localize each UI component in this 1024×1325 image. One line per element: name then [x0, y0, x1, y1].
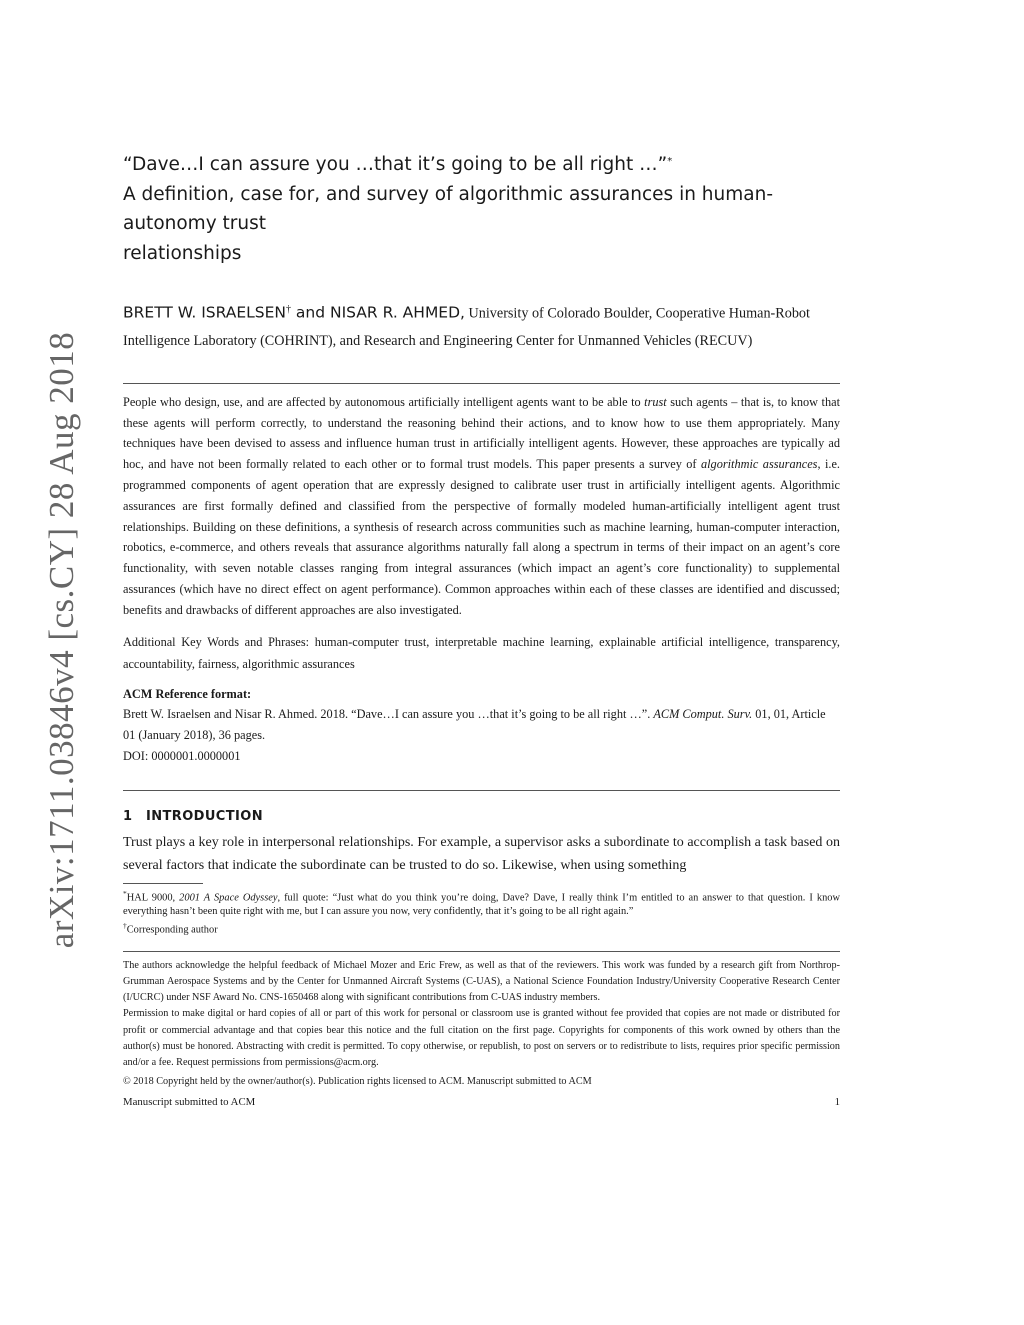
section-heading-introduction: [123, 809, 840, 824]
permission-notice: Permission to make digital or hard copies of all or part of this work for personal or classroom use is granted without fee provided that copies are not made or distributed for profit or commercial advantage and that copies bear this notice and the full citation on the first page. Copyrights for components of this work owned by others than the author(s) must be honored. Abstracting with credit is permitted. To copy otherwise, or republish, to post on servers or to redistribute to lists, requires prior specific permission and/or a fee. Request permissions from permissions@acm.org.: [123, 1008, 840, 1068]
footnote-1-mark: *: [123, 889, 127, 899]
author-block: [123, 296, 840, 355]
author-conjunction: and: [291, 303, 331, 322]
abstract-emphasis-trust: trust: [644, 394, 667, 409]
acknowledgement: The authors acknowledge the helpful feedback of Michael Mozer and Eric Frew, as well as that of the reviewers. This work was funded by a research gift from Northrop-Grumman Aerospace Systems and by the Center for Unmanned Aircraft Systems (C-UAS), a National Science Foundation Industry/University Cooperative Research Center (I/UCRC) under NSF Award No. CNS-1650468 along with significant contributions from C-UAS industry members.: [123, 959, 840, 1004]
footnote-1-text-b: , full quote: “Just what do you think you’re doing, Dave? Dave, I really think I’m entitled to an answer to that question. I know everything hasn’t been quite right with me, but I can assure you now, very confidently, that it’s going to be all right again.”: [123, 892, 841, 918]
abstract-top-rule: [123, 383, 840, 384]
title-line-3: relationships: [123, 242, 242, 264]
doi: DOI: 0000001.0000001: [123, 748, 241, 763]
corresponding-author-mark: †: [286, 304, 291, 315]
page-number: 1: [834, 1096, 840, 1108]
abstract: [123, 392, 840, 621]
page-footer: [123, 1096, 840, 1108]
footnote-rule: [123, 883, 203, 884]
footnote-1-film-title: 2001 A Space Odyssey: [179, 892, 278, 904]
abstract-part-1: People who design, use, and are affected by autonomous artificially intelligent agents want to be able to: [123, 394, 645, 409]
title-quote: “Dave…I can assure you …that it’s going to be all right …”: [123, 154, 668, 175]
abstract-emphasis-algorithmic-assurances: algorithmic assurances: [700, 457, 818, 472]
title-line-2: A definition, case for, and survey of algorithmic assurances in human-autonomy trust: [123, 183, 774, 234]
section-divider-rule: [123, 790, 840, 791]
section-title: INTRODUCTION: [146, 809, 263, 825]
citation-journal: ACM Comput. Surv.: [653, 707, 753, 722]
abstract-part-2: such agents – that is, to know that these agents will perform correctly, to understand the reasoning behind their actions, and to know how to use them appropriately. Many techniques have been devised to assess and influence human trust in artificially intelligent agents. However, these approaches are typically ad hoc, and have not been formally related to each other or to formal trust models. This paper presents a survey of: [123, 394, 840, 472]
paper-title: [123, 150, 840, 268]
footnote-corresponding-author: [123, 919, 840, 937]
author-brett-israelsen: BRETT W. ISRAELSEN: [123, 303, 286, 322]
title-footnote-mark: *: [667, 156, 673, 167]
footnote-2-text: Corresponding author: [126, 924, 218, 936]
footer-manuscript-note: Manuscript submitted to ACM: [123, 1096, 256, 1108]
acm-reference-heading: ACM Reference format:: [123, 686, 252, 701]
footnote-hal-9000: [123, 887, 840, 918]
citation-details: 01, 01, Article 01 (January 2018), 36 pages.: [123, 707, 826, 742]
acm-reference-citation: [123, 704, 840, 745]
permissions-block: [123, 958, 840, 1091]
introduction-paragraph: Trust plays a key role in interpersonal relationships. For example, a supervisor asks a subordinate to accomplish a task based on several factors that indicate the subordinate can be trusted to do so. Likewise, when using something: [123, 835, 840, 873]
footnote-2-mark: †: [123, 920, 127, 930]
section-number: 1: [123, 809, 133, 825]
keywords: Additional Key Words and Phrases: human-computer trust, interpretable machine learning, explainable artificial intelligence, transparency, accountability, fairness, algorithmic assurances: [123, 634, 840, 671]
footnote-1-text-a: HAL 9000,: [126, 892, 180, 904]
author-affiliation: University of Colorado Boulder, Cooperative Human-Robot Intelligence Laboratory (COHRINT), and Research and Engineering Center for Unmanned Vehicles (RECUV): [123, 305, 810, 349]
author-nisar-ahmed: NISAR R. AHMED,: [330, 303, 465, 322]
citation-text: Brett W. Israelsen and Nisar R. Ahmed. 2018. “Dave…I can assure you …that it’s going to be all right …”.: [123, 707, 654, 722]
acm-reference-format: [123, 684, 840, 767]
copyright-notice: © 2018 Copyright held by the owner/author(s). Publication rights licensed to ACM. Manuscript submitted to ACM: [123, 1076, 592, 1088]
paper-first-page: [123, 150, 840, 1090]
title-line-1: [123, 150, 840, 180]
arxiv-identifier: arXiv:1711.03846v4 [cs.CY] 28 Aug 2018: [42, 331, 81, 949]
abstract-part-3: , i.e. programmed components of agent operation that are expressly designed to calibrate user trust in artificially intelligent agents. Algorithmic assurances are first formally defined and classified from the perspective of formally modeled human-artificially intelligent agent trust relationships. Building on these definitions, a synthesis of research across communities such as machine learning, human-computer interaction, robotics, e-commerce, and others reveals that assurance algorithms naturally fall along a spectrum in terms of their impact on an agent’s core functionality, with seven notable classes ranging from integral assurances (which impact an agent’s core functionality) to supplemental assurances (which have no direct effect on agent performance). Common approaches within each of these classes are identified and discussed; benefits and drawbacks of different approaches are also investigated.: [123, 457, 841, 617]
footnotes: [123, 887, 840, 936]
permissions-rule: [123, 951, 840, 952]
